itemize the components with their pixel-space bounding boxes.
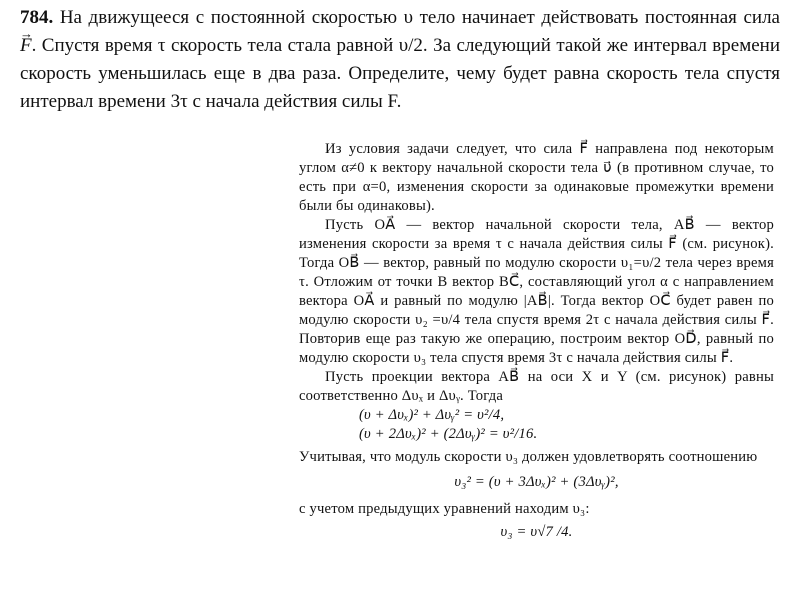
solution-block	[299, 140, 774, 542]
solution-paragraph-5: с учетом предыдущих уравнений находим υ₃:	[299, 501, 590, 517]
problem-text-part1: На движущееся с постоянной скоростью υ тело начинает действовать постоянная сила	[59, 7, 780, 28]
solution-paragraph-3: Пусть проекции вектора AB⃗ на оси X и Y (см. рисунок) равны соответственно Δυₓ и Δυᵧ. Тогда	[299, 369, 774, 404]
formula-4: υ₃ = υ√7 /4.	[500, 524, 573, 540]
solution-paragraph-4: Учитывая, что модуль скорости υ₃ должен удовлетворять соотношению	[299, 449, 758, 465]
formula-2: (υ + 2Δυₓ)² + (2Δυᵧ)² = υ²/16.	[359, 426, 538, 442]
solution-paragraph-1: Из условия задачи следует, что сила F⃗ направлена под некоторым углом α≠0 к вектору начальной скорости тела υ⃗ (в противном случае, то есть при α=0, изменения скорости за одинаковые промежутки времени были бы одинаковы).	[299, 141, 774, 214]
formula-1: (υ + Δυₓ)² + Δυᵧ² = υ²/4,	[359, 407, 505, 423]
problem-text-part2: . Спустя время τ скорость тела стала равной υ/2. За следующий такой же интервал времени скорость уменьшилась еще в два раза. Определите, чему будет равна скорость тела спустя интервал времени 3τ с начала действия силы F.	[20, 35, 780, 112]
formula-3: υ₃² = (υ + 3Δυₓ)² + (3Δυᵧ)²,	[454, 474, 619, 490]
force-vector-symbol: → F	[20, 35, 32, 56]
problem-number: 784.	[20, 7, 54, 28]
problem-statement	[20, 4, 780, 116]
solution-paragraph-2: Пусть OA⃗ — вектор начальной скорости тела, AB⃗ — вектор изменения скорости за время τ с начала действия силы F⃗ (см. рисунок). Тогда OB⃗ — вектор, равный по модулю скорости υ₁=υ/2 тела через время τ. Отложим от точки B вектор BC⃗, составляющий угол α с направлением вектора OA⃗ и равный по модулю |AB⃗|. Тогда вектор OC⃗ будет равен по модулю скорости υ₂ =υ/4 тела спустя время 2τ с начала действия силы F⃗. Повторив еще раз такую же операцию, построим вектор OD⃗, равный по модулю скорости υ₃ тела спустя время 3τ с начала действия силы F⃗.	[299, 217, 774, 366]
